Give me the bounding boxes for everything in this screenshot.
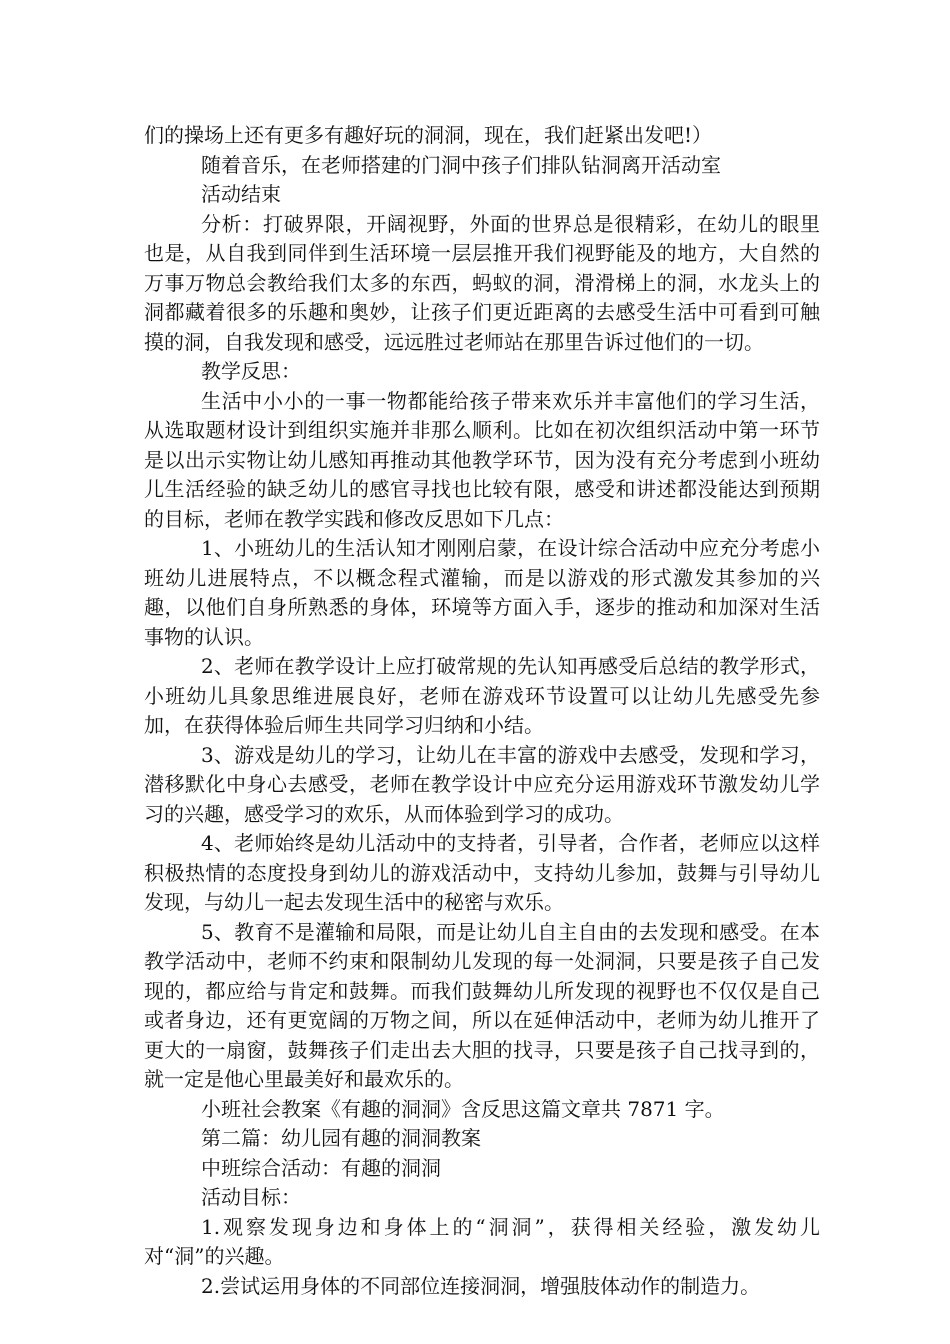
heading-teaching-reflection: 教学反思：: [201, 359, 301, 383]
paragraph-word-count: 小班社会教案《有趣的洞洞》含反思这篇文章共 7871 字。: [201, 1096, 725, 1121]
paragraph-goal-2: 2.尝试运用身体的不同部位连接洞洞，增强肢体动作的制造力。: [201, 1273, 761, 1298]
heading-activity-title: 中班综合活动：有趣的洞洞: [201, 1155, 441, 1180]
paragraph-point-4: 4、老师始终是幼儿活动中的支持者，引导者，合作者，老师应以这样积极热情的态度投身到幼儿的游戏活动中，支持幼儿参加，鼓舞与引导幼儿发现，与幼儿一起去发现生活中的秘密与欢乐。: [144, 831, 820, 914]
heading-second-article: 第二篇：幼儿园有趣的洞洞教案: [201, 1126, 481, 1150]
heading-activity-goals: 活动目标：: [201, 1185, 301, 1209]
paragraph-music-exit: 随着音乐，在老师搭建的门洞中孩子们排队钻洞离开活动室: [201, 152, 721, 177]
paragraph-point-5: 5、教育不是灌输和局限，而是让幼儿自主自由的去发现和感受。在本教学活动中，老师不约束和限制幼儿发现的每一处洞洞，只要是孩子自己发现的，都应给与肯定和鼓舞。而我们鼓舞幼儿所发现的视野也不仅仅是自己或者身边，还有更宽阔的万物之间，所以在延伸活动中，老师为幼儿推开了更大的一扇窗，鼓舞孩子们走出去大胆的找寻，只要是孩子自己找寻到的，就一定是他心里最美好和最欢乐的。: [144, 919, 820, 1091]
paragraph-point-2: 2、老师在教学设计上应打破常规的先认知再感受后总结的教学形式，小班幼儿具象思维进展良好，老师在游戏环节设置可以让幼儿先感受先参加，在获得体验后师生共同学习归纳和小结。: [144, 654, 820, 737]
paragraph-goal-1: 1.观察发现身边和身体上的“洞洞”，获得相关经验，激发幼儿对“洞”的兴趣。: [144, 1214, 820, 1268]
paragraph-activity-end: 活动结束: [201, 182, 281, 206]
paragraph-point-3: 3、游戏是幼儿的学习，让幼儿在丰富的游戏中去感受，发现和学习，潜移默化中身心去感受，老师在教学设计中应充分运用游戏环节激发幼儿学习的兴趣，感受学习的欢乐，从而体验到学习的成功。: [144, 742, 820, 826]
paragraph-analysis: 分析：打破界限，开阔视野，外面的世界总是很精彩，在幼儿的眼里也是，从自我到同伴到生活环境一层层推开我们视野能及的地方，大自然的万事万物总会教给我们太多的东西，蚂蚁的洞，滑滑梯上的洞，水龙头上的洞都藏着很多的乐趣和奥妙，让孩子们更近距离的去感受生活中可看到可触摸的洞，自我发现和感受，远远胜过老师站在那里告诉过他们的一切。: [144, 211, 820, 354]
paragraph-reflection-intro: 生活中小小的一事一物都能给孩子带来欢乐并丰富他们的学习生活，从选取题材设计到组织实施并非那么顺利。比如在初次组织活动中第一环节是以出示实物让幼儿感知再推动其他教学环节，因为没有充分考虑到小班幼儿生活经验的缺乏幼儿的感官寻找也比较有限，感受和讲述都没能达到预期的目标，老师在教学实践和修改反思如下几点：: [144, 388, 820, 531]
paragraph-point-1: 1、小班幼儿的生活认知才刚刚启蒙，在设计综合活动中应充分考虑小班幼儿进展特点，不以概念程式灌输，而是以游戏的形式激发其参加的兴趣，以他们自身所熟悉的身体，环境等方面入手，逐步的推动和加深对生活事物的认识。: [144, 536, 820, 649]
paragraph-continuation: 们的操场上还有更多有趣好玩的洞洞，现在，我们赶紧出发吧!）: [144, 123, 713, 147]
